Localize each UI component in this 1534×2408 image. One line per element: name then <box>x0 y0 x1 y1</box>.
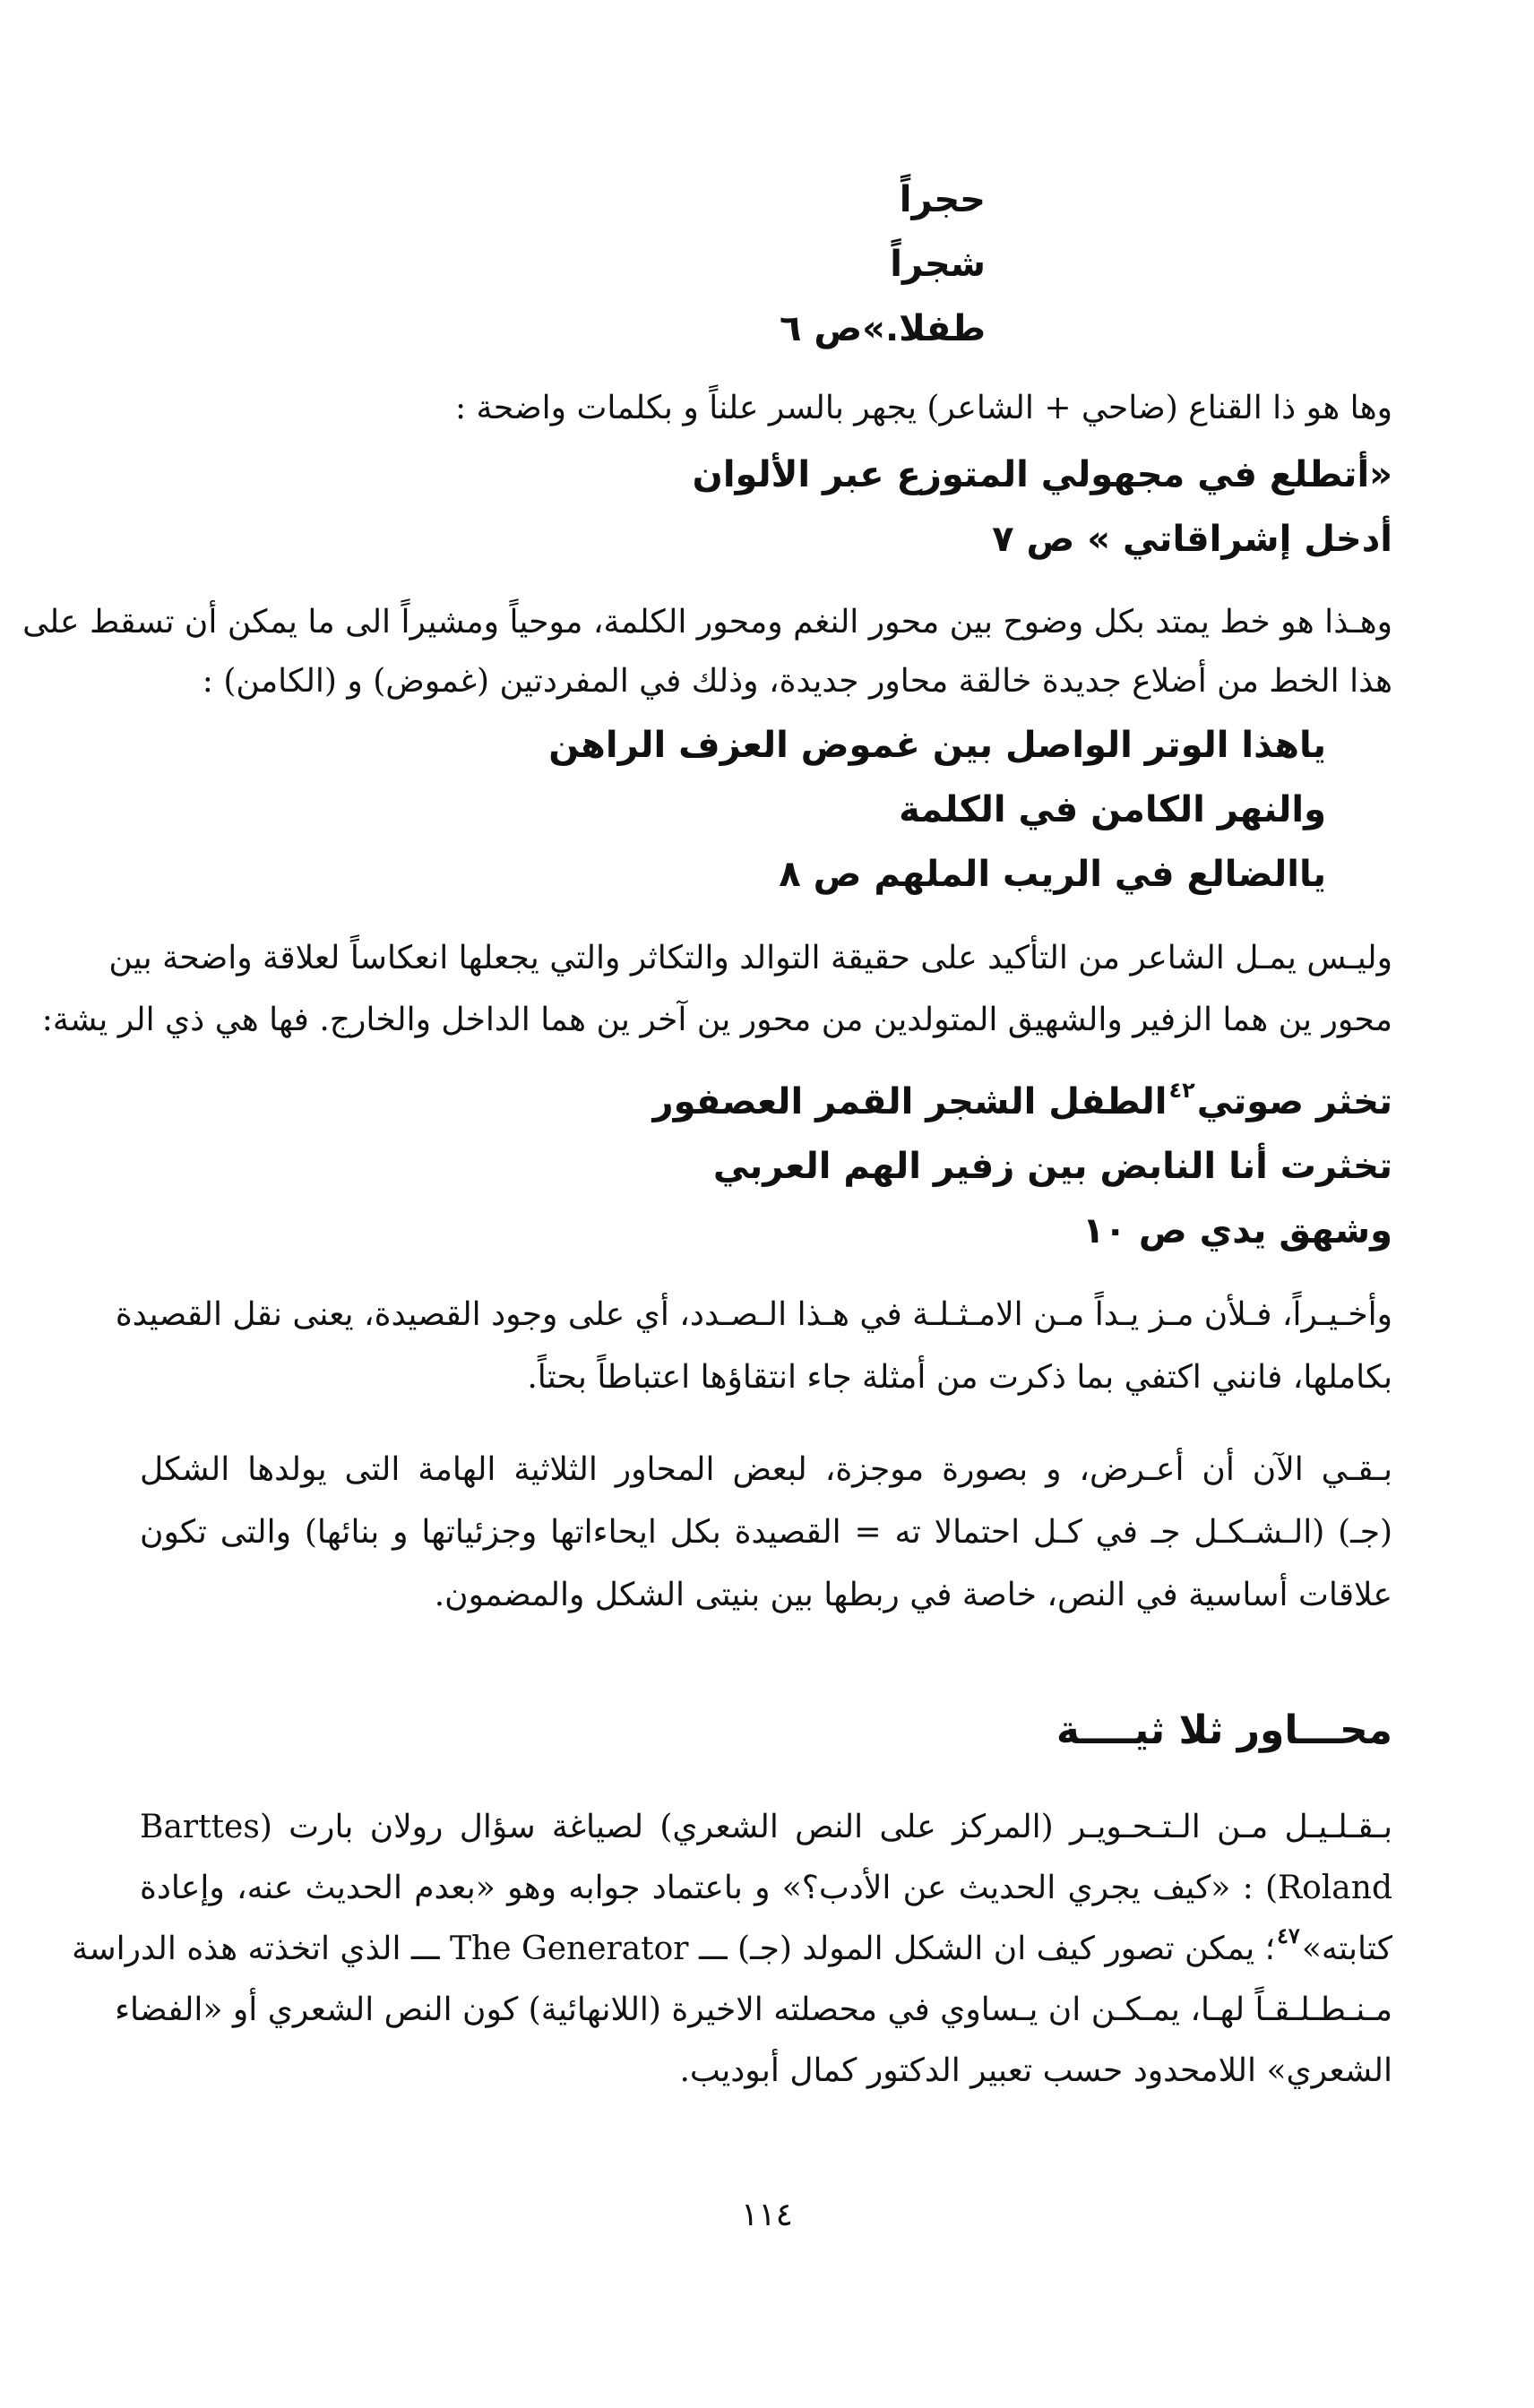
paragraph-line: محور ين هما الزفير والشهيق المتولدين من محور ين آخر ين هما الداخل والخارج. فها هي ذي الر يشة: <box>41 1002 1392 1038</box>
paragraph-line: وهـذا هو خط يمتد بكل وضوح بين محور النغم ومحور الكلمة، موحياً ومشيراً الى ما يمكن أن تسقط على <box>22 604 1392 641</box>
paragraph-line: مـنـطـلـقـاً لهـا، يمـكـن ان يـساوي في محصلته الاخيرة (اللانهائية) كون النص الشعري أو «الفضاء <box>115 1991 1392 2028</box>
paragraph-line <box>72 1922 1392 1977</box>
paragraph-line: وها هو ذا القناع (ضاحي + الشاعر) يجهر بالسر علناً و بكلمات واضحة : <box>454 390 1392 426</box>
verse-line: حجراً <box>899 179 986 220</box>
verse-line: طفلا.»ص ٦ <box>779 308 986 349</box>
paragraph-line: بـقـلـيـل مـن الـتـحـويـر (المركز على النص الشعري) لصياغة سؤال رولان بارت (Barttes <box>140 1809 1392 1845</box>
paragraph-line: بـقـي الآن أن أعـرض، و بصورة موجزة، لبعض المحاور الثلاثية الهامة التى يولدها الشكل <box>140 1451 1392 1488</box>
verse-line: شجراً <box>890 244 986 285</box>
paragraph-line: علاقات أساسية في النص، خاصة في ربطها بين بنيتى الشكل والمضمون. <box>434 1577 1392 1613</box>
verse-line: «أتطلع في مجهولي المتوزع عبر الألوان <box>692 454 1392 495</box>
verse-line: ياهذا الوتر الواصل بين غموض العزف الراهن <box>548 725 1326 766</box>
verse-line: وشهق يدي ص ١٠ <box>1082 1210 1392 1251</box>
page-number: ١١٤ <box>740 2197 793 2233</box>
paragraph-line: بكاملها، فانني اكتفي بما ذكرت من أمثلة جاء انتقاؤها اعتباطاً بحتاً. <box>527 1359 1392 1396</box>
paragraph-line: هذا الخط من أضلاع جديدة خالقة محاور جديدة، وذلك في المفردتين (غموض) و (الكامن) : <box>202 663 1392 700</box>
footnote-marker: ٤٢ <box>1168 1078 1195 1103</box>
paragraph-text: كتابته» <box>1301 1931 1392 1967</box>
verse-text: الطفل الشجر القمر العصفور <box>652 1081 1168 1122</box>
verse-text: تخثر صوتي <box>1196 1081 1392 1122</box>
paragraph-line: الشعري» اللامحدود حسب تعبير الدكتور كمال أبوديب. <box>679 2052 1392 2089</box>
verse-line: ياالضالع في الريب الملهم ص ٨ <box>779 854 1326 895</box>
verse-line: والنهر الكامن في الكلمة <box>899 789 1326 830</box>
paragraph-line: (جـ) (الـشـكـل جـ في كـل احتمالا ته = القصيدة بكل ايحاءاتها وجزئياتها و بنائها) والتى تكون <box>140 1514 1392 1551</box>
verse-line: أدخل إشراقاتي » ص ٧ <box>992 519 1392 560</box>
footnote-marker: ٤٧ <box>1277 1922 1300 1948</box>
paragraph-line: وأخـيـراً، فـلأن مـز يـداً مـن الامـثـلـة في هـذا الـصـدد، أي على وجود القصيدة، يعنى نقل القصيدة <box>115 1296 1392 1333</box>
paragraph-line: وليـس يمـل الشاعر من التأكيد على حقيقة التوالد والتكاثر والتي يجعلها انعكاساً لعلاقة واضحة بين <box>108 940 1392 976</box>
section-heading: محـــاور ثلا ثيــــة <box>1056 1707 1392 1753</box>
verse-line: تخثرت أنا النابض بين زفير الهم العربي <box>712 1146 1392 1187</box>
paragraph-line: Roland) : «كيف يجري الحديث عن الأدب؟» و باعتماد جوابه وهو «بعدم الحديث عنه، وإعادة <box>140 1870 1392 1906</box>
paragraph-text: ؛ يمكن تصور كيف ان الشكل المولد (جـ) ـــ The Generator ـــ الذي اتخذته هذه الدراسة <box>72 1931 1276 1967</box>
verse-line <box>653 1075 1392 1133</box>
